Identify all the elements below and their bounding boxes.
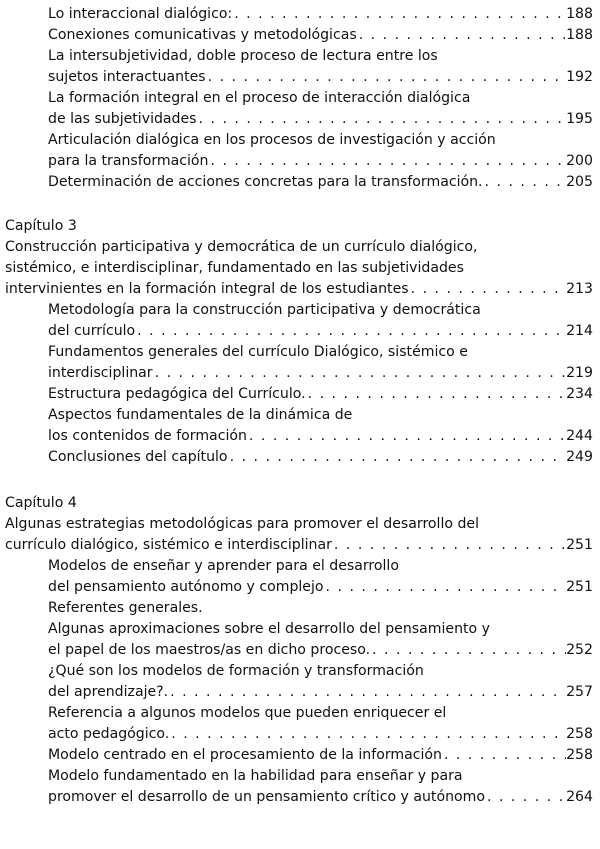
- dot-leader: [208, 151, 566, 172]
- toc-entry: [48, 384, 593, 405]
- dot-leader: [485, 787, 566, 808]
- toc-entry-text: Algunas aproximaciones sobre el desarrollo del pensamiento y: [48, 621, 490, 637]
- toc-entry-text: del currículo: [48, 323, 136, 339]
- toc-entry: [48, 172, 593, 193]
- toc-entry-text: Aspectos fundamentales de la dinámica de: [48, 407, 353, 423]
- toc-entry-text: sujetos interactuantes: [48, 69, 206, 85]
- dot-leader: [169, 724, 566, 745]
- dot-leader: [357, 25, 566, 46]
- chapter-heading: Capítulo 3: [5, 218, 77, 234]
- dot-leader: [135, 321, 566, 342]
- toc-page-number: 252: [566, 642, 593, 658]
- dot-leader: [232, 4, 566, 25]
- toc-entry-text: acto pedagógico.: [48, 726, 170, 742]
- toc-entry-text: Metodología para la construcción participativa y democrática: [48, 302, 481, 318]
- dot-leader: [153, 363, 566, 384]
- toc-page-number: 257: [566, 684, 593, 700]
- toc-entry-text: currículo dialógico, sistémico e interdisciplinar: [5, 537, 332, 553]
- toc-page-number: 200: [566, 153, 593, 169]
- dot-leader: [370, 640, 566, 661]
- chapter-heading: Capítulo 4: [5, 495, 77, 511]
- dot-leader: [332, 535, 566, 556]
- toc-page-number: 264: [566, 789, 593, 805]
- toc-page-number: 192: [566, 69, 593, 85]
- toc-entry-text: de las subjetividades: [48, 111, 197, 127]
- toc-entry-text: el papel de los maestros/as en dicho proceso.: [48, 642, 371, 658]
- toc-page-number: 258: [566, 747, 593, 763]
- toc-page-number: 249: [566, 449, 593, 465]
- dot-leader: [442, 745, 566, 766]
- toc-entry-text: interdisciplinar: [48, 365, 153, 381]
- toc-entry-text: del pensamiento autónomo y complejo: [48, 579, 324, 595]
- toc-page-number: 195: [566, 111, 593, 127]
- toc-page-number: 258: [566, 726, 593, 742]
- toc-entry-text: del aprendizaje?.: [48, 684, 169, 700]
- toc-entry: [48, 703, 593, 745]
- toc-page-number: 188: [566, 6, 593, 22]
- toc-entry-text: Construcción participativa y democrática de un currículo dialógico,: [5, 239, 478, 255]
- toc-entry-text: Articulación dialógica en los procesos de investigación y acción: [48, 132, 496, 148]
- toc-entry: [48, 342, 593, 384]
- toc-entry-text: Determinación de acciones concretas para la transformación.: [48, 174, 483, 190]
- toc-entry: [48, 745, 593, 766]
- toc-entry: [48, 556, 593, 598]
- toc-page-number: 219: [566, 365, 593, 381]
- toc-entry: [48, 25, 593, 46]
- toc-entry-text: Modelo fundamentado en la habilidad para enseñar y para: [48, 768, 463, 784]
- toc-page-number: 244: [566, 428, 593, 444]
- dot-leader: [168, 682, 566, 703]
- toc-entry: [48, 4, 593, 25]
- toc-entry: [48, 598, 593, 661]
- toc-entry: [48, 405, 593, 447]
- toc-entry-text: para la transformación: [48, 153, 209, 169]
- toc-entry-text: La intersubjetividad, doble proceso de lectura entre los: [48, 48, 438, 64]
- toc-entry-text: Algunas estrategias metodológicas para promover el desarrollo del: [5, 516, 480, 532]
- dot-leader: [247, 426, 566, 447]
- dot-leader: [206, 67, 566, 88]
- toc-entry-text: Fundamentos generales del currículo Dialógico, sistémico e: [48, 344, 468, 360]
- toc-entry-text: La formación integral en el proceso de interacción dialógica: [48, 90, 471, 106]
- toc-entry-text: Lo interaccional dialógico:: [48, 6, 233, 22]
- toc-entry: [48, 447, 593, 468]
- dot-leader: [324, 577, 567, 598]
- toc-entry: [48, 766, 593, 808]
- toc-entry-text: Conexiones comunicativas y metodológicas: [48, 27, 357, 43]
- toc-entry-text: promover el desarrollo de un pensamiento crítico y autónomo: [48, 789, 485, 805]
- dot-leader: [483, 172, 567, 193]
- toc-entry: [48, 88, 593, 130]
- toc-entry: [48, 130, 593, 172]
- toc-entry-text: Estructura pedagógica del Currículo.: [48, 386, 306, 402]
- toc-entry: [48, 661, 593, 703]
- toc-entry: [5, 237, 593, 300]
- dot-leader: [197, 109, 567, 130]
- toc-entry-text: ¿Qué son los modelos de formación y transformación: [48, 663, 424, 679]
- toc-entry-text: Modelo centrado en el procesamiento de la información: [48, 747, 442, 763]
- toc-entry-text: intervinientes en la formación integral de los estudiantes: [5, 281, 409, 297]
- toc-entry-text: sistémico, e interdisciplinar, fundamentado en las subjetividades: [5, 260, 464, 276]
- toc-entry: [48, 46, 593, 88]
- toc-entry-text: los contenidos de formación: [48, 428, 247, 444]
- dot-leader: [409, 279, 566, 300]
- toc-entry-text: Referentes generales.: [48, 600, 203, 616]
- toc-entry-text: Conclusiones del capítulo: [48, 449, 228, 465]
- toc-page-number: 251: [566, 579, 593, 595]
- dot-leader: [228, 447, 567, 468]
- toc-page-number: 234: [566, 386, 593, 402]
- toc-entry-text: Referencia a algunos modelos que pueden enriquecer el: [48, 705, 447, 721]
- dot-leader: [306, 384, 566, 405]
- toc-page-number: 188: [566, 27, 593, 43]
- toc-entry-text: Modelos de enseñar y aprender para el desarrollo: [48, 558, 399, 574]
- toc-page-number: 251: [566, 537, 593, 553]
- toc-entry: [5, 514, 593, 556]
- toc-page-number: 214: [566, 323, 593, 339]
- toc-page-number: 213: [566, 281, 593, 297]
- toc-entry: [48, 300, 593, 342]
- toc-page-number: 205: [566, 174, 593, 190]
